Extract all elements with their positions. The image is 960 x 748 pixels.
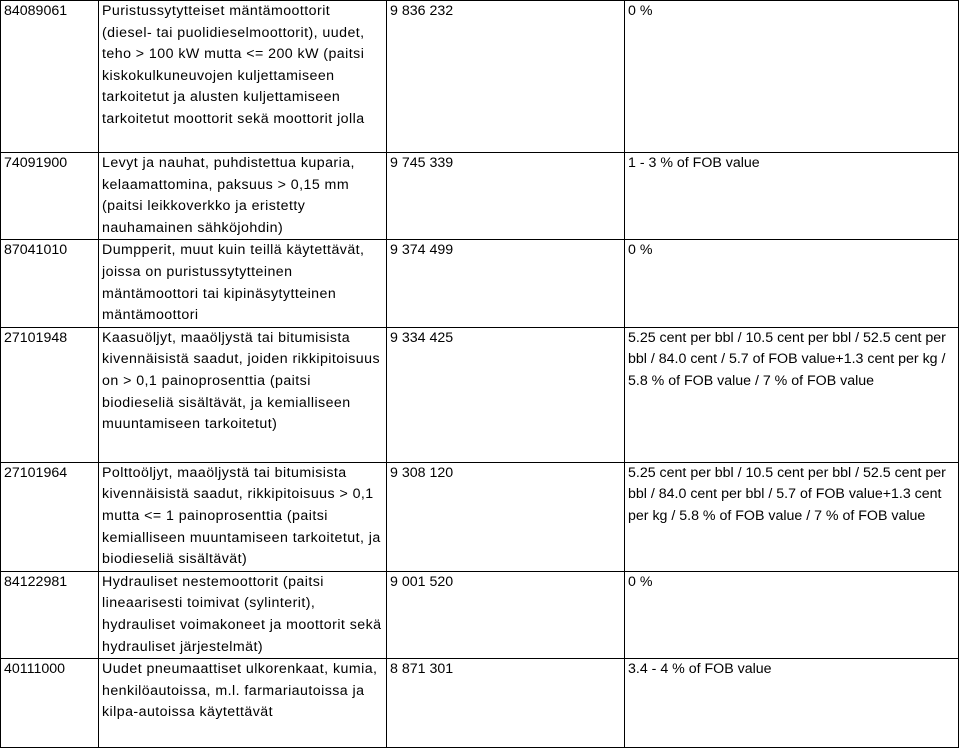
product-code: 84122981 [1,571,99,658]
product-code: 84089061 [1,1,99,153]
trade-value: 9 836 232 [387,1,625,153]
table-row [1,462,959,571]
tariff-rate: 3.4 - 4 % of FOB value [625,659,959,748]
product-description: Hydrauliset nestemoottorit (paitsi lineaarisesti toimivat (sylinterit), hydrauliset voimakoneet ja moottorit sekä hydrauliset järjestelmät) [99,571,387,658]
product-description: Polttoöljyt, maaöljystä tai bitumisista kivennäisistä saadut, rikkipitoisuus > 0,1 mutta <= 1 painoprosenttia (paitsi kemialliseen muuntamiseen tarkoitetut, ja biodieseliä sisältävät) [99,462,387,571]
product-description: Uudet pneumaattiset ulkorenkaat, kumia, henkilöautoissa, m.l. farmariautoissa ja kilpa-autoissa käytettävät [99,659,387,748]
table-row [1,1,959,153]
trade-value: 9 745 339 [387,153,625,240]
product-code: 27101964 [1,462,99,571]
tariff-rate: 5.25 cent per bbl / 10.5 cent per bbl / 52.5 cent per bbl / 84.0 cent / 5.7 of FOB value+1.3 cent per kg / 5.8 % of FOB value / 7 % of FOB value [625,327,959,462]
product-description: Puristussytytteiset mäntämoottorit (diesel- tai puolidieselmoottorit), uudet, teho > 100 kW mutta <= 200 kW (paitsi kiskokulkuneuvojen kuljettamiseen tarkoitetut ja alusten kuljettamiseen tarkoitetut moottorit sekä moottorit jolla [99,1,387,153]
product-code: 27101948 [1,327,99,462]
trade-value: 9 374 499 [387,240,625,327]
table-row [1,153,959,240]
tariff-rate: 1 - 3 % of FOB value [625,153,959,240]
tariff-rate: 5.25 cent per bbl / 10.5 cent per bbl / 52.5 cent per bbl / 84.0 cent per bbl / 5.7 of FOB value+1.3 cent per kg / 5.8 % of FOB value / 7 % of FOB value [625,462,959,571]
product-description: Levyt ja nauhat, puhdistettua kuparia, kelaamattomina, paksuus > 0,15 mm (paitsi leikkoverkko ja eristetty nauhamainen sähköjohdin) [99,153,387,240]
product-code: 87041010 [1,240,99,327]
tariff-rate: 0 % [625,571,959,658]
table-row [1,659,959,748]
table-row [1,571,959,658]
product-description: Dumpperit, muut kuin teillä käytettävät, joissa on puristussytytteinen mäntämoottori tai kipinäsytytteinen mäntämoottori [99,240,387,327]
product-code: 40111000 [1,659,99,748]
trade-value: 8 871 301 [387,659,625,748]
table-row [1,240,959,327]
trade-value: 9 308 120 [387,462,625,571]
trade-value: 9 334 425 [387,327,625,462]
tariff-rate: 0 % [625,1,959,153]
product-description: Kaasuöljyt, maaöljystä tai bitumisista kivennäisistä saadut, joiden rikkipitoisuus on > 0,1 painoprosenttia (paitsi biodieseliä sisältävät, ja kemialliseen muuntamiseen tarkoitetut) [99,327,387,462]
table-row [1,327,959,462]
tariff-rate: 0 % [625,240,959,327]
trade-value: 9 001 520 [387,571,625,658]
product-code: 74091900 [1,153,99,240]
